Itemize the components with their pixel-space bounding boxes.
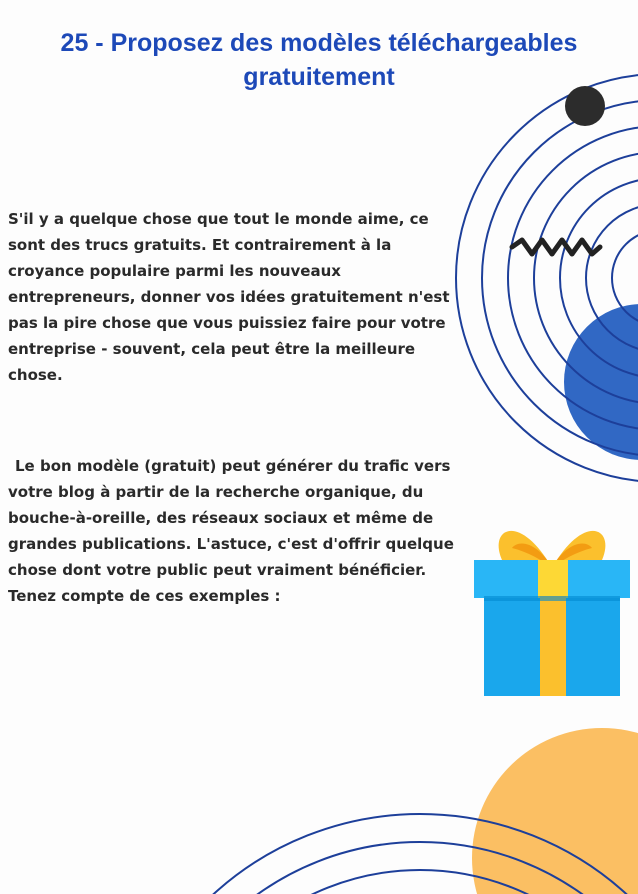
concentric-circles: [456, 74, 638, 482]
gift-box-icon: [474, 531, 630, 696]
page-title: 25 - Proposez des modèles téléchargeables gratuitement: [60, 29, 578, 91]
zigzag-line: [512, 240, 600, 254]
paragraph-body-text: Le bon modèle (gratuit) peut générer du trafic vers votre blog à partir de la recherche organique, du bouche-à-oreille, des réseaux sociaux et même de grandes publications. L'astuce, c'est d'offrir quelque chose dont votre public peut vraiment bénéficier. Tenez compte de ces exemples :: [8, 457, 454, 605]
blue-circle: [564, 304, 638, 460]
paragraph-intro: S'il y a quelque chose que tout le monde aime, ce sont des trucs gratuits. Et contrairement à la croyance populaire parmi les nouveaux entrepreneurs, donner vos idées gratuitement n'est pas la pire chose que vous puissiez faire pour votre entreprise - souvent, cela peut être la meilleure chose.: [8, 210, 450, 384]
orange-circle: [472, 728, 638, 894]
paragraph-body: [8, 453, 468, 609]
